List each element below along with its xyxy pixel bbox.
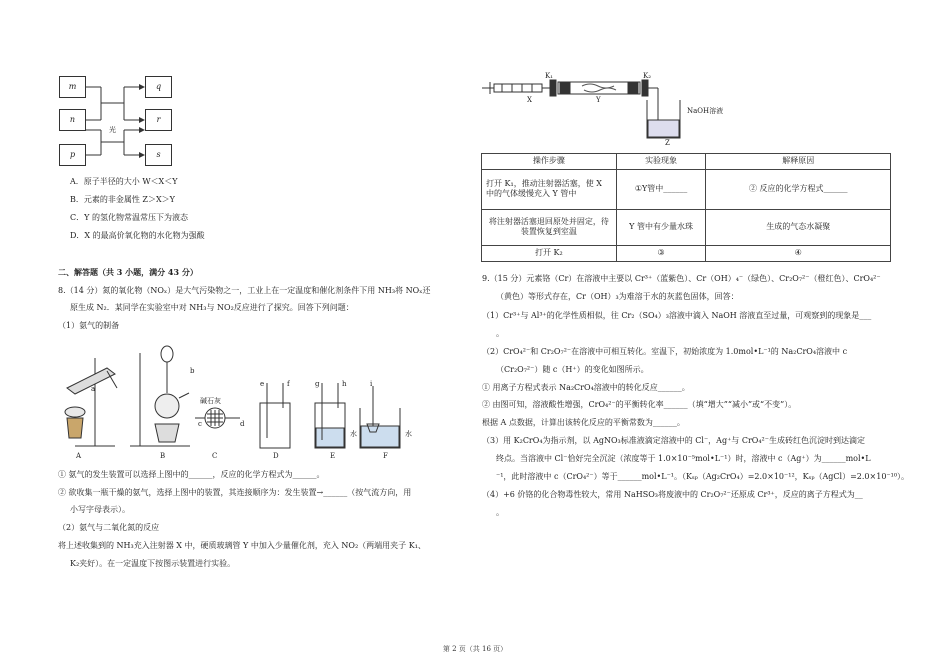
light-label: 光 bbox=[109, 126, 116, 134]
k2-label: K₂ bbox=[643, 72, 652, 80]
apparatus-label-b: B bbox=[160, 452, 166, 460]
apparatus-label-c: C bbox=[212, 452, 218, 460]
port-label-h: h bbox=[342, 380, 347, 388]
q9-line-6: （Cr₂O₇²⁻）随 c（H⁺）的变化如图所示。 bbox=[496, 365, 649, 374]
option-c: C．Y 的氢化物常温常压下为液态 bbox=[70, 213, 188, 222]
y-label: Y bbox=[596, 96, 601, 104]
table-header: 操作步骤 bbox=[482, 154, 617, 170]
q9-line-13: （4）+6 价铬的化合物毒性较大，常用 NaHSO₃将废液中的 Cr₂O₇²⁻还原成 Cr³⁺，反应的离子方程式为__ bbox=[482, 490, 863, 499]
naoh-label: NaOH溶液 bbox=[687, 107, 724, 115]
q8-sub-1: ① 氨气的发生装置可以选择上图中的______，反应的化学方程式为______。 bbox=[58, 470, 325, 479]
port-label-a: a bbox=[91, 385, 96, 393]
z-label: Z bbox=[665, 139, 670, 147]
q9-line-9: 根据 A 点数据，计算出该转化反应的平衡常数为______。 bbox=[482, 418, 685, 427]
table-header-row bbox=[482, 154, 891, 170]
port-label-d: d bbox=[240, 420, 245, 428]
table-row bbox=[482, 245, 891, 261]
water-label-e: 水 bbox=[350, 430, 357, 438]
port-label-b: b bbox=[190, 367, 195, 375]
q9-line-4: 。 bbox=[496, 329, 504, 338]
port-label-e: e bbox=[260, 380, 265, 388]
box-p: p bbox=[59, 144, 86, 166]
box-m: m bbox=[59, 76, 86, 98]
q8-sub-5: 将上述收集到的 NH₃充入注射器 X 中，硬质玻璃管 Y 中加入少量催化剂，充入 NO₂（两端用夹子 K₁、 bbox=[58, 541, 426, 550]
q9-line-8: ② 由图可知，溶液酸性增强，CrO₄²⁻的平衡转化率______（填“增大”“减小”或“不变”）。 bbox=[482, 400, 797, 409]
q8-sub-6: K₂夹好）。在一定温度下按图示装置进行实验。 bbox=[70, 559, 236, 568]
q9-line-11: 终点。当溶液中 Cl⁻恰好完全沉淀（浓度等于 1.0×10⁻⁵mol•L⁻¹）时，溶液中 c（Ag⁺）为______mol•L bbox=[496, 454, 871, 463]
table-header: 解释原因 bbox=[706, 154, 891, 170]
option-b: B．元素的非金属性 Z＞X＞Y bbox=[70, 195, 175, 204]
table-cell: Y 管中有少量水珠 bbox=[616, 209, 706, 245]
q8-sub-2: ② 欲收集一瓶干燥的氨气，选择上图中的装置，其连接顺序为：发生装置→______（按气流方向，用 bbox=[58, 488, 412, 497]
q9-line-12: ⁻¹，此时溶液中 c（CrO₄²⁻）等于______mol•L⁻¹。（Kₛₚ（Ag₂CrO₄）=2.0×10⁻¹²，Kₛₚ（AgCl）=2.0×10⁻¹⁰）。 bbox=[496, 472, 910, 481]
box-n: n bbox=[59, 109, 86, 131]
box-r: r bbox=[145, 109, 172, 131]
table-header: 实验现象 bbox=[616, 154, 706, 170]
port-label-g: g bbox=[315, 380, 320, 388]
q9-line-3: （1）Cr³⁺与 Al³⁺的化学性质相似，往 Cr₂（SO₄）₃溶液中滴入 NaOH 溶液直至过量，可观察到的现象是___ bbox=[482, 311, 872, 320]
table-cell: ③ bbox=[616, 245, 706, 261]
q8-line-1: 8.（14 分）氮的氧化物（NOₓ）是大气污染物之一，工业上在一定温度和催化剂条件下用 NH₃将 NOₓ还 bbox=[58, 286, 431, 295]
q9-line-7: ① 用离子方程式表示 Na₂CrO₄溶液中的转化反应______。 bbox=[482, 383, 690, 392]
port-label-c: c bbox=[198, 420, 202, 428]
table-row bbox=[482, 209, 891, 245]
table-cell: 打开 K₁，推动注射器活塞，使 X 中的气体缓慢充入 Y 管中 bbox=[482, 169, 617, 209]
table-cell: 打开 K₂ bbox=[482, 245, 617, 261]
table-row bbox=[482, 169, 891, 209]
page-footer: 第 2 页（共 16 页） bbox=[442, 645, 508, 653]
q8-sub-4: （2）氨气与二氧化氮的反应 bbox=[58, 523, 160, 532]
port-label-f: f bbox=[287, 380, 290, 388]
apparatus-figure bbox=[55, 338, 435, 460]
table-cell: 将注射器活塞退回原处并固定，待装置恢复到室温 bbox=[482, 209, 617, 245]
soda-lime-label: 碱石灰 bbox=[200, 397, 221, 405]
table-cell: ② 反应的化学方程式______ bbox=[706, 169, 891, 209]
apparatus-label-f: F bbox=[383, 452, 388, 460]
box-q: q bbox=[145, 76, 172, 98]
option-d: D．X 的最高价氧化物的水化物为强酸 bbox=[70, 231, 205, 240]
box-s: s bbox=[145, 144, 172, 166]
apparatus-label-d: D bbox=[273, 452, 279, 460]
apparatus-label-e: E bbox=[330, 452, 336, 460]
option-a: A．原子半径的大小 W＜X＜Y bbox=[70, 177, 178, 186]
apparatus-label-a: A bbox=[76, 452, 82, 460]
table-cell: 生成的气态水凝聚 bbox=[706, 209, 891, 245]
q9-line-5: （2）CrO₄²⁻和 Cr₂O₇²⁻在溶液中可相互转化。室温下，初始浓度为 1.0mol•L⁻¹的 Na₂CrO₄溶液中 c bbox=[482, 347, 848, 356]
q9-line-1: 9.（15 分）元素铬（Cr）在溶液中主要以 Cr³⁺（蓝紫色）、Cr（OH）₄⁻（绿色）、Cr₂O₇²⁻（橙红色）、CrO₄²⁻ bbox=[482, 274, 881, 283]
water-label-f: 水 bbox=[405, 430, 412, 438]
x-label: X bbox=[527, 96, 532, 104]
q8-line-2: 原生成 N₂．某同学在实验室中对 NH₃与 NO₂反应进行了探究。回答下列问题： bbox=[70, 303, 354, 312]
section-title: 二、解答题（共 3 小题，满分 43 分） bbox=[58, 267, 198, 277]
diagram-arrows bbox=[86, 70, 146, 170]
setup-figure bbox=[482, 70, 722, 150]
q9-line-14: 。 bbox=[496, 508, 504, 517]
q8-line-3: （1）氨气的制备 bbox=[58, 321, 120, 330]
k1-label: K₁ bbox=[545, 72, 554, 80]
operations-table bbox=[481, 153, 891, 262]
port-label-i: i bbox=[370, 380, 373, 388]
q9-line-10: （3）用 K₂CrO₄为指示剂，以 AgNO₃标准液滴定溶液中的 Cl⁻，Ag⁺与 CrO₄²⁻生成砖红色沉淀时到达滴定 bbox=[482, 436, 865, 445]
q9-line-2: （黄色）等形式存在，Cr（OH）₃为难溶于水的灰蓝色固体，回答： bbox=[496, 292, 739, 301]
q8-sub-3: 小写字母表示）。 bbox=[70, 505, 130, 514]
table-cell: ①Y管中______ bbox=[616, 169, 706, 209]
table-cell: ④ bbox=[706, 245, 891, 261]
